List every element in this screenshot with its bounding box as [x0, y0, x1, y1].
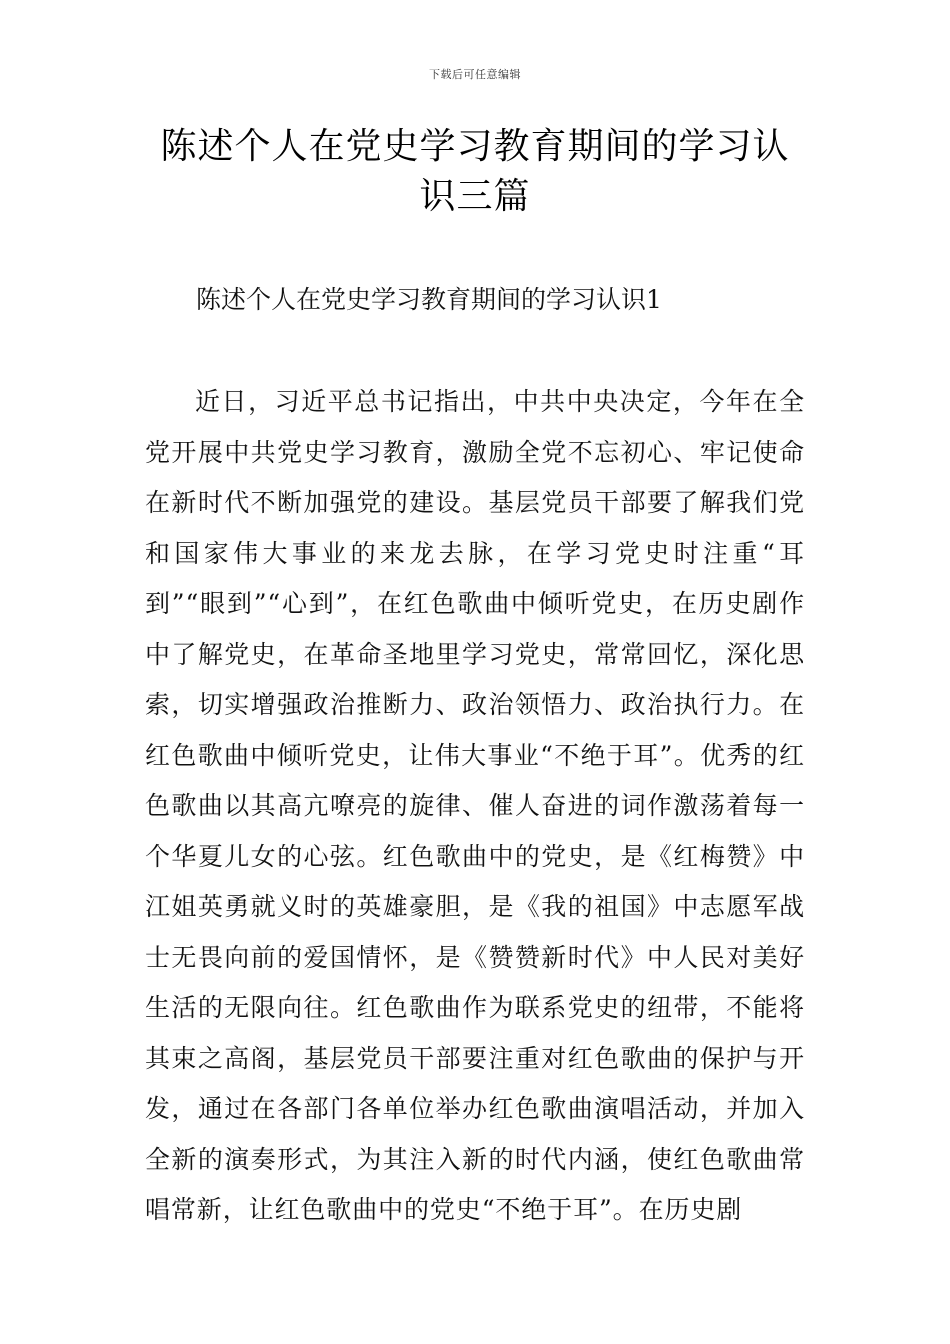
- document-title: 陈述个人在党史学习教育期间的学习认识三篇: [160, 126, 790, 217]
- body-text: [145, 377, 805, 1236]
- paragraph: 近日，习近平总书记指出，中共中央决定，今年在全党开展中共党史学习教育，激励全党不忘初心、牢记使命在新时代不断加强党的建设。基层党员干部要了解我们党和国家伟大事业的来龙去脉，在学习党史时注重“耳到”“眼到”“心到”，在红色歌曲中倾听党史，在历史剧作中了解党史，在革命圣地里学习党史，常常回忆，深化思索，切实增强政治推断力、政治领悟力、政治执行力。在红色歌曲中倾听党史，让伟大事业“不绝于耳”。优秀的红色歌曲以其高亢嘹亮的旋律、催人奋进的词作激荡着每一个华夏儿女的心弦。红色歌曲中的党史，是《红梅赞》中江姐英勇就义时的英雄豪胆，是《我的祖国》中志愿军战士无畏向前的爱国情怀，是《赞赞新时代》中人民对美好生活的无限向往。红色歌曲作为联系党史的纽带，不能将其束之高阁，基层党员干部要注重对红色歌曲的保护与开发，通过在各部门各单位举办红色歌曲演唱活动，并加入全新的演奏形式，为其注入新的时代内涵，使红色歌曲常唱常新，让红色歌曲中的党史“不绝于耳”。在历史剧: [145, 387, 805, 1224]
- section-subtitle: 陈述个人在党史学习教育期间的学习认识1: [196, 285, 662, 314]
- header-note: 下载后可任意编辑: [429, 68, 521, 81]
